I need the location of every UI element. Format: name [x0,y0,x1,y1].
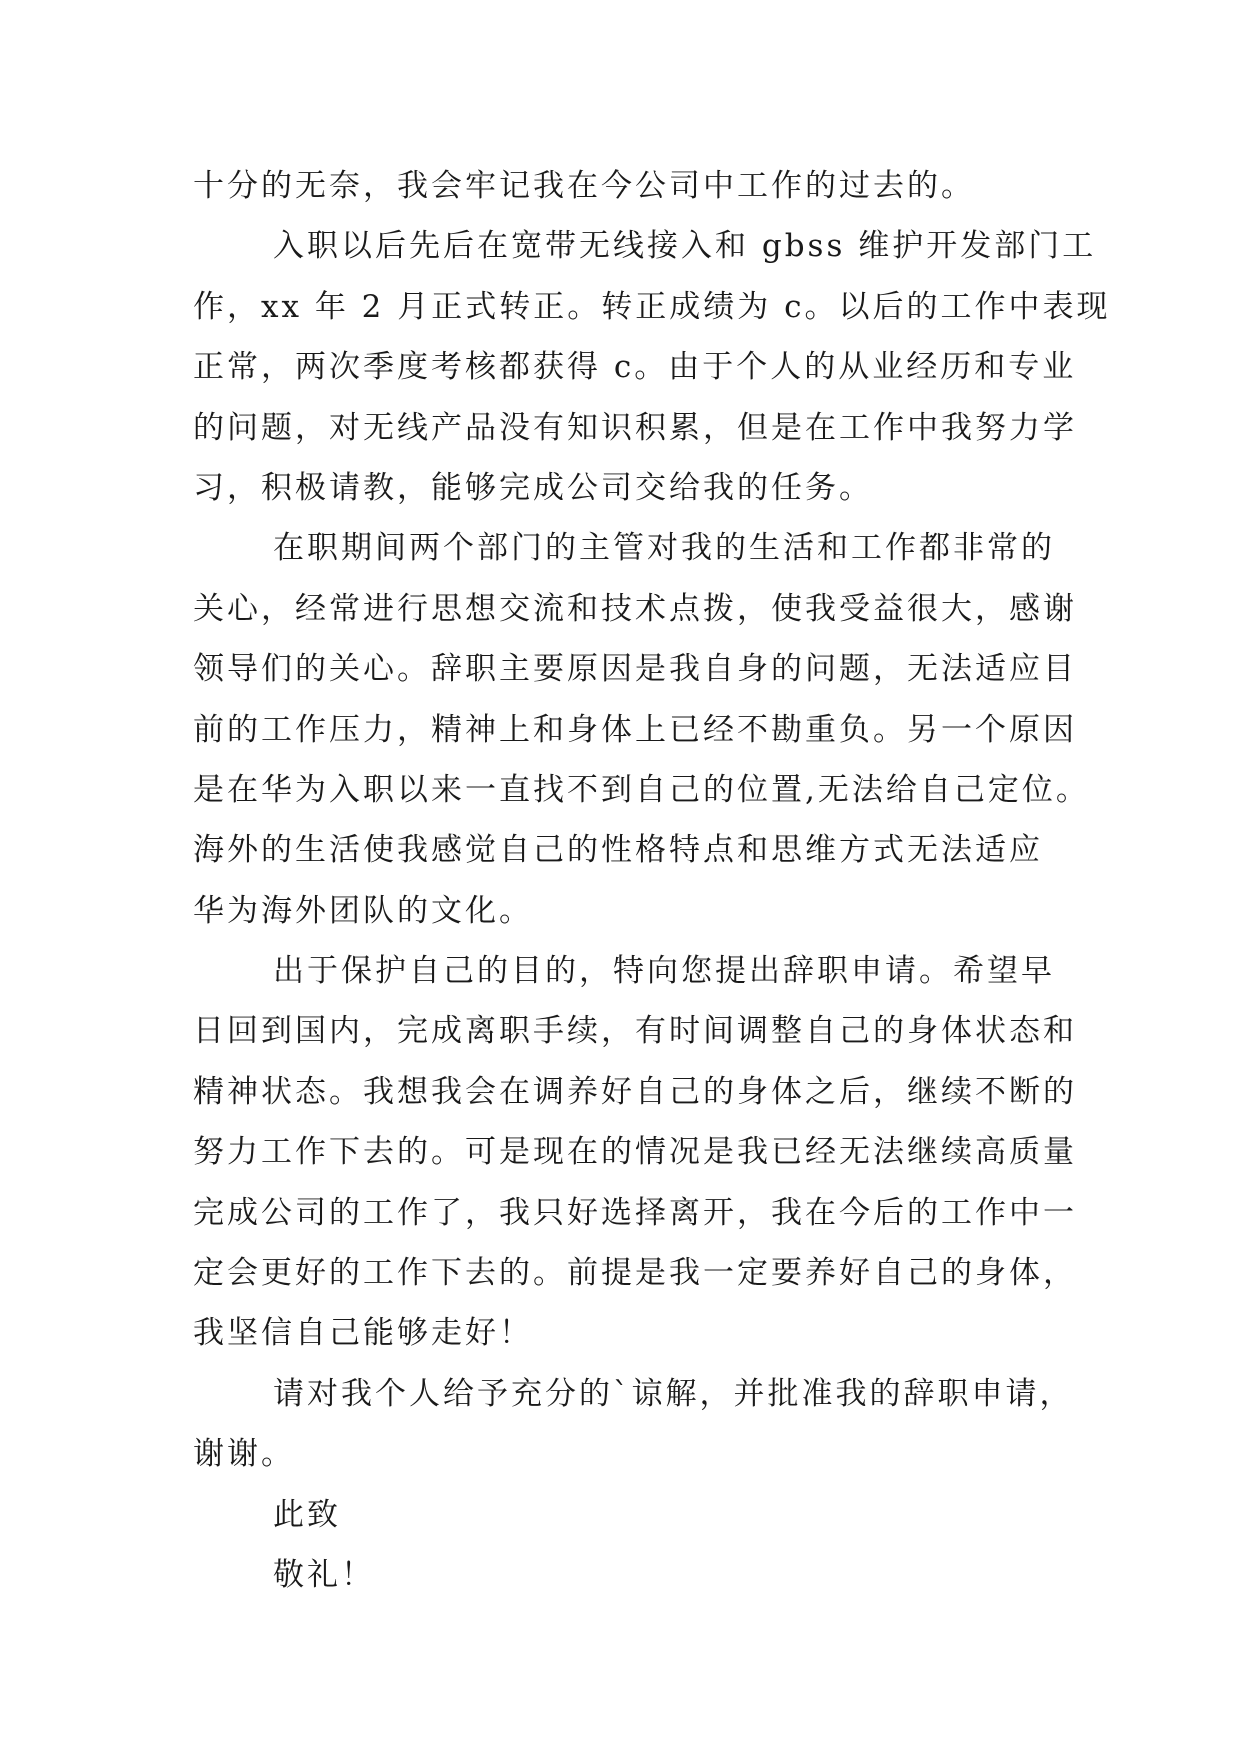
text-line: 我坚信自己能够走好！ [193,1315,533,1352]
text-line: 谢谢。 [193,1436,295,1473]
text-line: 出于保护自己的目的，特向您提出辞职申请。希望早 [273,953,1055,990]
text-line: 定会更好的工作下去的。前提是我一定要养好自己的身体， [193,1255,1077,1292]
text-line: 华为海外团队的文化。 [193,892,533,929]
text-line: 日回到国内，完成离职手续，有时间调整自己的身体状态和 [193,1013,1077,1050]
text-line: 努力工作下去的。可是现在的情况是我已经无法继续高质量 [193,1134,1077,1171]
text-line: 请对我个人给予充分的`谅解，并批准我的辞职申请， [273,1375,1074,1412]
text-line: 在职期间两个部门的主管对我的生活和工作都非常的 [273,530,1055,567]
closing-line: 敬礼！ [273,1556,375,1593]
text-line: 十分的无奈，我会牢记我在今公司中工作的过去的。 [193,168,975,204]
text-line: 正常，两次季度考核都获得 c。由于个人的从业经历和专业 [193,349,1077,386]
text-line: 是在华为入职以来一直找不到自己的位置,无法给自己定位。 [193,771,1090,808]
text-line: 作，xx 年 2 月正式转正。转正成绩为 c。以后的工作中表现 [193,288,1111,325]
letter-body [193,156,1111,1605]
text-line: 海外的生活使我感觉自己的性格特点和思维方式无法适应 [193,832,1043,869]
text-line: 领导们的关心。辞职主要原因是我自身的问题，无法适应目 [193,651,1077,688]
text-line: 入职以后先后在宽带无线接入和 gbss 维护开发部门工 [273,228,1097,265]
closing-line: 此致 [273,1496,341,1533]
text-line: 习，积极请教，能够完成公司交给我的任务。 [193,469,873,506]
text-line: 精神状态。我想我会在调养好自己的身体之后，继续不断的 [193,1073,1077,1110]
text-line: 前的工作压力，精神上和身体上已经不勘重负。另一个原因 [193,711,1077,748]
text-line: 完成公司的工作了，我只好选择离开，我在今后的工作中一 [193,1194,1077,1231]
text-line: 关心，经常进行思想交流和技术点拨，使我受益很大，感谢 [193,590,1077,627]
text-line: 的问题，对无线产品没有知识积累，但是在工作中我努力学 [193,409,1077,446]
